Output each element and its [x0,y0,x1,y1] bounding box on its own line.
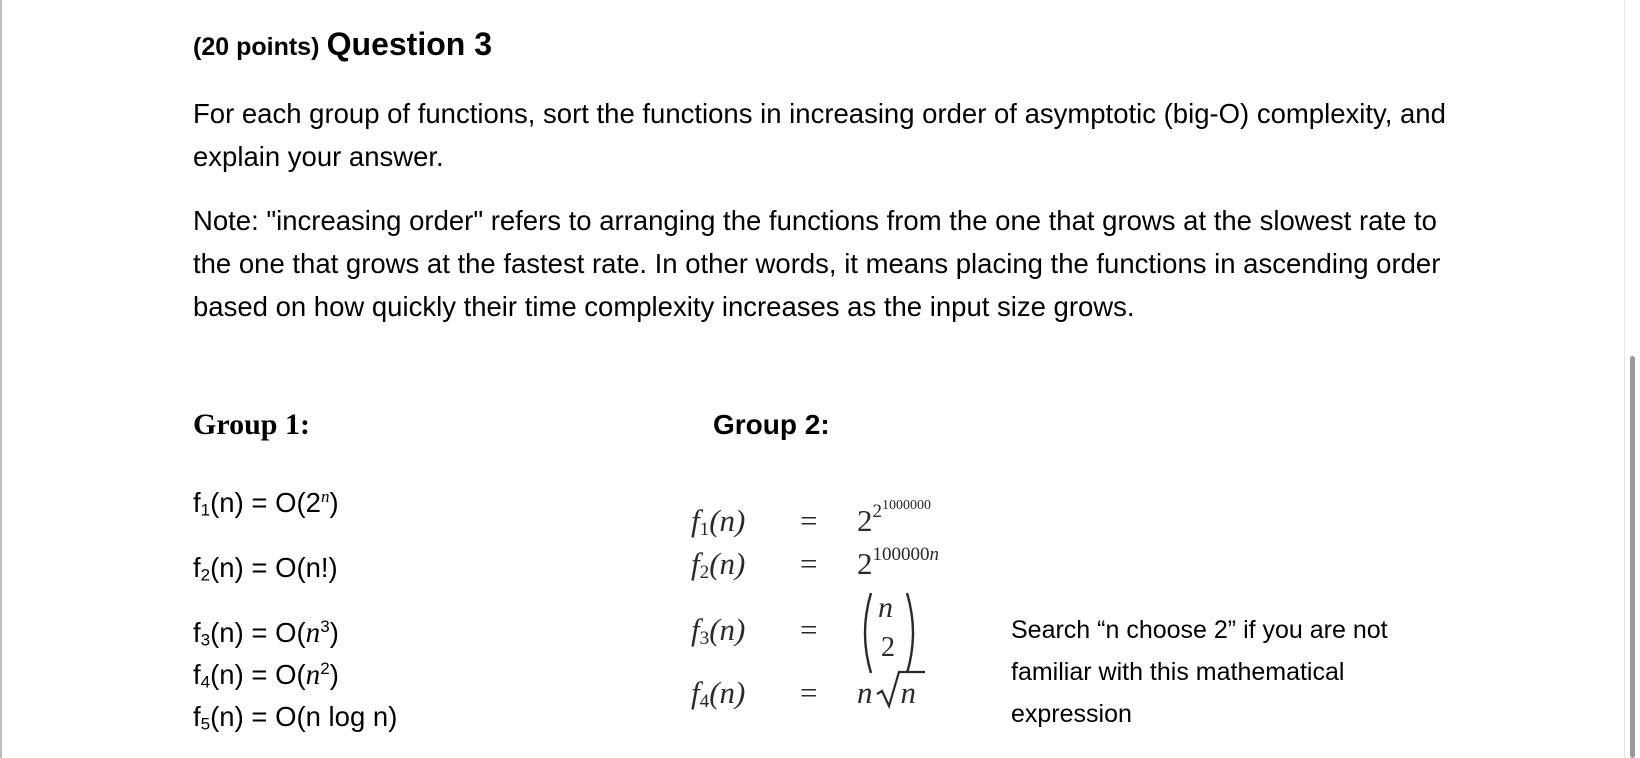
group1-function-4: $f_4(n) = O(n^2)$ [193,659,339,692]
group1-title: Group 1: [193,408,310,441]
note-paragraph: Note: "increasing order" refers to arranging the functions from the one that grows at the slowest rate to the one that grows at the fastest rate. In other words, it means placing the functions in ascending order based on how quickly their time complexity increases as the input size grows. [193,205,1441,322]
side-note: Search “n choose 2” if you are not familiar with this mathematical expression [1011,616,1388,728]
question-title: Question 3 [326,26,492,62]
group2-f1-rhs: $2^{2^{1000000}}$ [857,498,931,538]
group1-function-1: $f_1(n) = O(2^n)$ [193,487,339,520]
binomial-top: n [878,591,893,624]
binomial-coefficient [857,590,921,676]
equals-sign: = [800,675,818,710]
group2-f2-rhs: $2^{100000n}$ [857,544,939,581]
radicand: n [900,675,916,710]
group2-f4-lhs: $f_4(n)$ [691,675,746,712]
group2-f3-lhs: $f_3(n)$ [691,612,746,649]
scrollbar-thumb[interactable] [1630,356,1635,758]
group2-f2-lhs: $f_2(n)$ [691,546,746,583]
question-heading [193,26,492,63]
square-root-sign [875,670,925,710]
page-left-edge [0,0,2,758]
instructions-paragraph: For each group of functions, sort the functions in increasing order of asymptotic (big-O) complexity, and explain your answer. [193,98,1446,172]
group2-title: Group 2: [713,409,830,440]
group2-f4-rhs: n n [857,670,940,710]
document-page [193,0,1613,758]
group2-f1-lhs: $f_1(n)$ [691,503,746,540]
equals-sign: = [800,503,818,538]
group1-function-5: $f_5(n) = O(n$ log n) [193,701,398,734]
question-points: (20 points) [193,33,320,61]
binomial-bottom: 2 [881,632,895,663]
group1-function-3: $f_3(n) = O(n^3)$ [193,617,339,650]
equals-sign: = [800,546,818,581]
equals-sign: = [800,612,818,647]
group1-function-2: $f_2(n) = O(n!)$ [193,552,338,585]
